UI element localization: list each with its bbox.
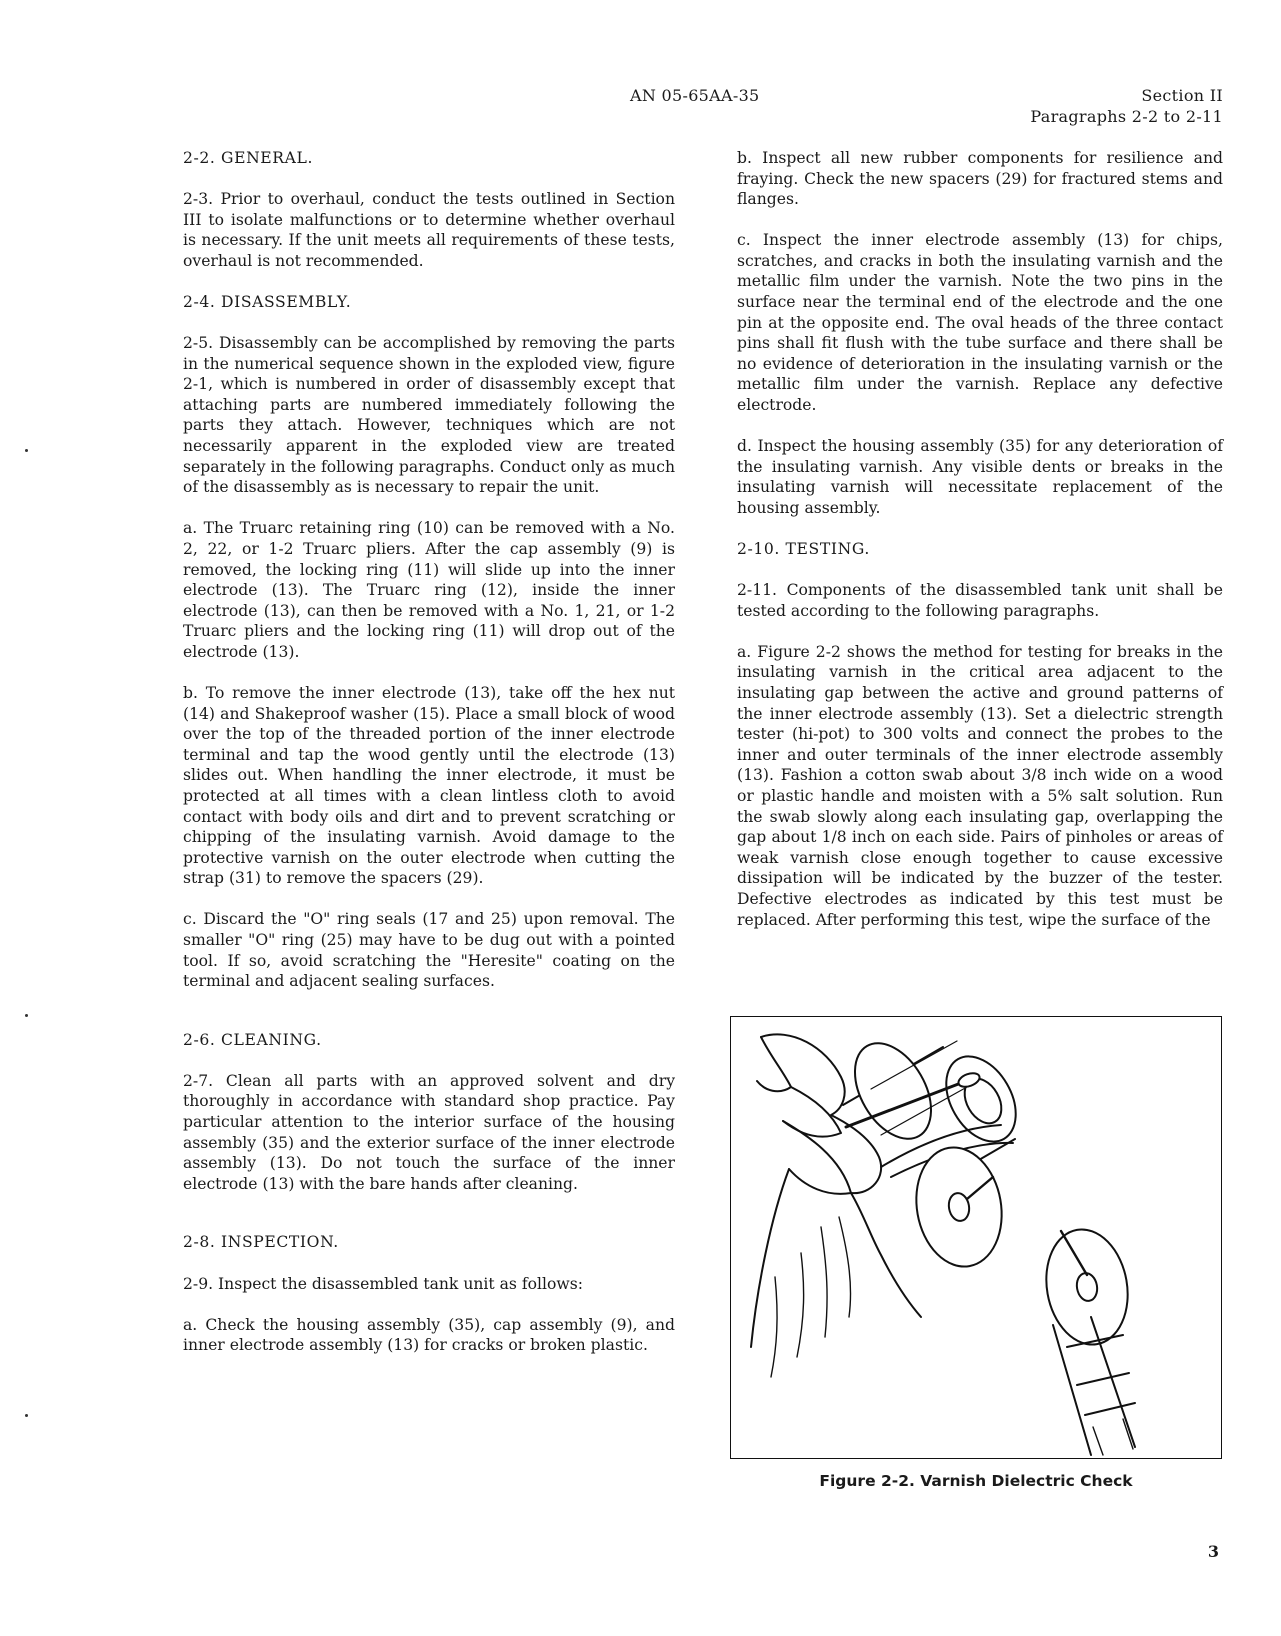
paragraph-2-5b: b. To remove the inner electrode (13), take off the hex nut (14) and Shakeproof washer (15). Place a small block of wood over the top of the threaded portion of the inner electrode terminal and tap the wood gently until the electrode (13) slides out. When handling the inner electrode, it must be protected at all times with a clean lintless cloth to avoid contact with body oils and dirt and to prevent scratching or chipping of the insulating varnish. Avoid damage to the protective varnish on the outer electrode when cutting the strap (31) to remove the spacers (29). — [183, 683, 675, 888]
binding-hole-mark — [25, 1014, 28, 1017]
paragraph-2-5a: a. The Truarc retaining ring (10) can be removed with a No. 2, 22, or 1-2 Truarc pliers. After the cap assembly (9) is removed, the locking ring (11) will slide up into the inner electrode (13). The Truarc ring (12), inside the inner electrode (13), can then be removed with a No. 1, 21, or 1-2 Truarc pliers and the locking ring (11) will drop out of the electrode (13). — [183, 519, 675, 661]
electrode-tube-far-end — [839, 1030, 946, 1152]
paragraph-2-11: 2-11. Components of the disassembled tank unit shall be tested according to the following paragraphs. — [737, 581, 1223, 620]
heading-general: 2-2. GENERAL. — [183, 149, 314, 167]
paragraph-2-9d: d. Inspect the housing assembly (35) for any deterioration of the insulating varnish. Any visible dents or breaks in the insulating varnish will necessitate replacement of the housing assembly. — [737, 437, 1223, 517]
paragraph-2-9a: a. Check the housing assembly (35), cap assembly (9), and inner electrode assembly (13) for cracks or broken plastic. — [183, 1315, 675, 1355]
paragraph-2-3: 2-3. Prior to overhaul, conduct the tests outlined in Section III to isolate malfunctions or to determine whether overhaul is necessary. If the unit meets all requirements of these tests, overhaul is not recommended. — [183, 190, 675, 270]
paragraph-2-9b: b. Inspect all new rubber components for resilience and fraying. Check the new spacers (29) for fractured stems and flanges. — [737, 149, 1223, 209]
paragraph-2-7: 2-7. Clean all parts with an approved solvent and dry thoroughly in accordance with standard shop practice. Pay particular attention to the interior surface of the housing assembly (35) and the exterior surface of the inner electrode assembly (13). Do not touch the surface of the inner electrode (13) with the bare hands after cleaning. — [183, 1071, 675, 1193]
paragraph-2-9: 2-9. Inspect the disassembled tank unit as follows: — [183, 1274, 584, 1293]
heading-disassembly: 2-4. DISASSEMBLY. — [183, 292, 352, 311]
figure-2-2-frame — [730, 1016, 1222, 1459]
paragraph-2-9c: c. Inspect the inner electrode assembly (13) for chips, scratches, and cracks in both the insulating varnish and the metallic film under the varnish. Note the two pins in the surface near the terminal end of the electrode and the one pin at the opposite end. The oval heads of the three contact pins shall fit flush with the tube surface and there shall be no evidence of deterioration in the insulating varnish or the metallic film under the varnish. Replace any defective electrode. — [737, 231, 1223, 415]
left-column — [183, 148, 675, 1376]
probe-guard-disk-lower — [1038, 1223, 1137, 1351]
varnish-dielectric-check-illustration — [731, 1017, 1220, 1457]
paragraph-2-5c: c. Discard the "O" ring seals (17 and 25) upon removal. The smaller "O" ring (25) may have to be dug out with a pointed tool. If so, avoid scratching the "Heresite" coating on the terminal and adjacent sealing surfaces. — [183, 910, 675, 991]
right-column — [737, 148, 1223, 951]
section-label: Section II — [1141, 86, 1223, 105]
paragraph-range: Paragraphs 2-2 to 2-11 — [1030, 107, 1223, 126]
binding-hole-mark — [25, 1414, 28, 1417]
paragraph-2-5: 2-5. Disassembly can be accomplished by removing the parts in the numerical sequence shown in the exploded view, figure 2-1, which is numbered in order of disassembly except that attaching parts are numbered immediately following the parts they attach. However, techniques which are not necessarily apparent in the exploded view are treated separately in the following paragraphs. Conduct only as much of the disassembly as is necessary to repair the unit. — [183, 334, 675, 497]
figure-caption: Figure 2-2. Varnish Dielectric Check — [819, 1472, 1133, 1490]
paragraph-2-11a: a. Figure 2-2 shows the method for testing for breaks in the insulating varnish in the critical area adjacent to the insulating gap between the active and ground patterns of the inner electrode assembly (13). Set a dielectric strength tester (hi-pot) to 300 volts and connect the probes to the inner and outer terminals of the inner electrode assembly (13). Fashion a cotton swab about 3/8 inch wide on a wood or plastic handle and moisten with a 5% salt solution. Run the swab slowly along each insulating gap, overlapping the gap about 1/8 inch on each side. Pairs of pinholes or areas of weak varnish close enough together to cause excessive dissipation will be indicated by the buzzer of the tester. Defective electrodes as indicated by this test must be replaced. After performing this test, wipe the surface of the — [737, 642, 1223, 929]
page-number: 3 — [1207, 1542, 1219, 1561]
heading-testing: 2-10. TESTING. — [737, 540, 870, 558]
heading-cleaning: 2-6. CLEANING. — [183, 1030, 322, 1049]
document-number: AN 05-65AA-35 — [630, 86, 760, 105]
binding-hole-mark — [25, 449, 28, 452]
heading-inspection: 2-8. INSPECTION. — [183, 1233, 339, 1252]
probe-guard-disk — [907, 1141, 1011, 1274]
